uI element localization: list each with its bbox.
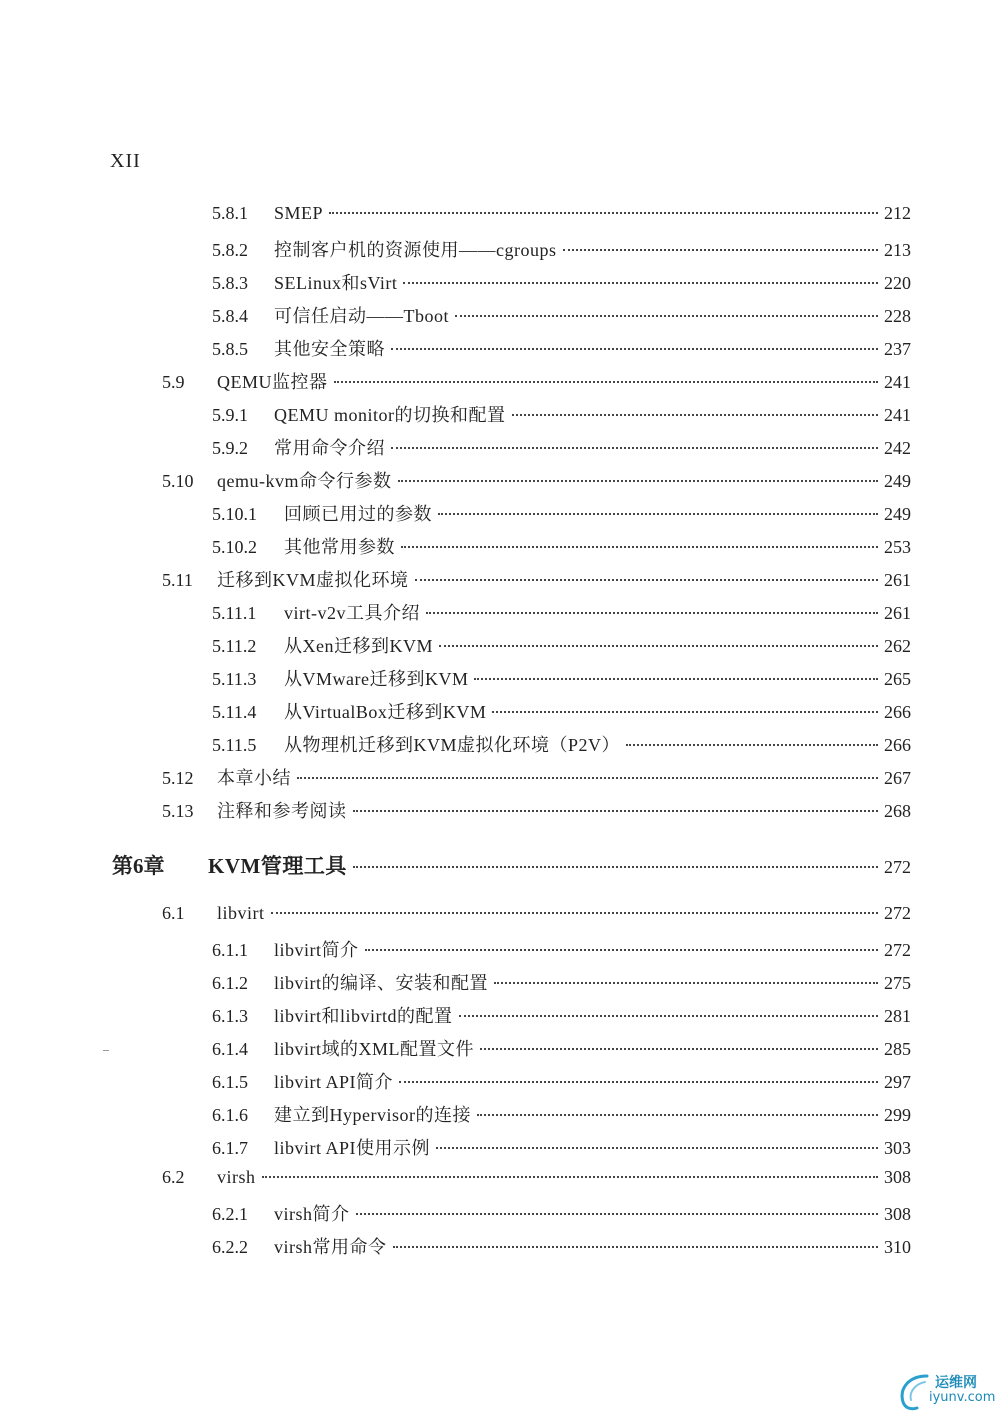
toc-entry-title: libvirt的编译、安装和配置 [274,973,488,993]
toc-entry-page: 249 [884,471,911,491]
toc-entry-5-8-5 [212,335,911,363]
toc-entry-page: 297 [884,1072,911,1092]
toc-entry-number: 5.11.1 [212,603,257,623]
toc-entry-page: 310 [884,1237,911,1257]
toc-entry-title: virsh常用命令 [274,1237,387,1257]
toc-entry-title: libvirt API简介 [274,1072,394,1092]
dot-leader [563,249,879,251]
dot-leader [494,982,878,984]
toc-entry-title: qemu-kvm命令行参数 [217,471,392,491]
toc-entry-title: libvirt和libvirtd的配置 [274,1006,453,1026]
dot-leader [474,678,878,680]
toc-entry-title: 控制客户机的资源使用——cgroups [274,240,557,260]
toc-entry-number: 5.8.1 [212,203,248,223]
toc-entry-title: 从VirtualBox迁移到KVM [284,702,487,722]
toc-entry-6-1-2 [212,969,911,997]
toc-entry-5-12 [162,764,911,792]
toc-entry-number: 6.1.5 [212,1072,248,1092]
dot-leader [401,546,878,548]
dot-leader [415,579,878,581]
toc-entry-title: SELinux和sVirt [274,273,398,293]
dot-leader [271,912,879,914]
toc-entry-number: 6.2.2 [212,1237,248,1257]
toc-entry-5-10 [162,467,911,495]
toc-entry-5-11 [162,566,911,594]
toc-entry-page: 241 [884,372,911,392]
toc-entry-5-8-2 [212,236,911,264]
toc-entry-title: 本章小结 [217,768,291,788]
dot-leader [353,866,878,868]
toc-entry-5-10-1 [212,500,911,528]
toc-entry-page: 272 [884,940,911,960]
toc-entry-title: 可信任启动——Tboot [274,306,449,326]
toc-entry-number: 5.10 [162,471,194,491]
toc-entry-page: 242 [884,438,911,458]
toc-entry-6-1-5 [212,1068,911,1096]
toc-entry-6-1-6 [212,1101,911,1129]
toc-entry-page: 267 [884,768,911,788]
dot-leader [398,480,879,482]
toc-entry-6-1-3 [212,1002,911,1030]
toc-entry-page: 213 [884,240,911,260]
toc-entry-page: 228 [884,306,911,326]
toc-entry-5-9-1 [212,401,911,429]
watermark [895,1370,995,1412]
toc-entry-5-11-3 [212,665,911,693]
toc-entry-page: 262 [884,636,911,656]
toc-entry-number: 5.11.5 [212,735,257,755]
toc-entry-6-1-7 [212,1134,911,1162]
toc-entry-5-11-2 [212,632,911,660]
dot-leader [459,1015,879,1017]
toc-entry-page: 266 [884,702,911,722]
toc-entry-page: 308 [884,1204,911,1224]
toc-entry-6-2-1 [212,1200,911,1228]
toc-entry-number: 5.13 [162,801,194,821]
watermark-cn-text: 运维网 [935,1375,977,1391]
scan-mark [103,1050,109,1051]
toc-entry-6-1-4 [212,1035,911,1063]
dot-leader [391,447,878,449]
toc-entry-page: 212 [884,203,911,223]
toc-entry-number: 6.1.6 [212,1105,248,1125]
toc-entry-5-11-4 [212,698,911,726]
toc-entry-page: 268 [884,801,911,821]
toc-entry-number: 5.8.4 [212,306,248,326]
toc-entry-number: 6.1.1 [212,940,248,960]
toc-entry-number: 6.1.7 [212,1138,248,1158]
toc-entry-number: 5.11.3 [212,669,257,689]
toc-entry-page: 285 [884,1039,911,1059]
dot-leader [403,282,878,284]
toc-entry-page: 272 [884,857,911,877]
toc-entry-title: 迁移到KVM虚拟化环境 [217,570,409,590]
toc-entry-number: 6.1.2 [212,973,248,993]
toc-entry-5-9 [162,368,911,396]
toc-entry-title: virsh [217,1167,256,1187]
toc-entry-page: 241 [884,405,911,425]
toc-entry-number: 5.9.2 [212,438,248,458]
dot-leader [297,777,878,779]
dot-leader [329,212,878,214]
watermark-en-text: iyunv.com [929,1390,996,1405]
toc-entry-title: 回顾已用过的参数 [284,504,432,524]
dot-leader [438,513,878,515]
toc-entry-title: virt-v2v工具介绍 [284,603,420,623]
chapter-title: KVM管理工具 [208,854,347,878]
toc-entry-title: 其他安全策略 [274,339,385,359]
dot-leader [436,1147,878,1149]
toc-entry-title: 常用命令介绍 [274,438,385,458]
toc-entry-number: 5.11.2 [212,636,257,656]
toc-entry-page: 261 [884,603,911,623]
toc-entry-number: 6.2.1 [212,1204,248,1224]
toc-entry-title: 从VMware迁移到KVM [284,669,469,689]
toc-entry-5-9-2 [212,434,911,462]
dot-leader [356,1213,879,1215]
toc-entry-page: 261 [884,570,911,590]
toc-entry-6-2-2 [212,1233,911,1261]
toc-entry-title: libvirt [217,903,265,923]
toc-entry-page: 275 [884,973,911,993]
toc-entry-page: 281 [884,1006,911,1026]
dot-leader [439,645,878,647]
toc-entry-number: 5.10.2 [212,537,257,557]
dot-leader [455,315,878,317]
dot-leader [512,414,879,416]
toc-entry-page: 272 [884,903,911,923]
page-number: XII [110,150,141,172]
dot-leader [480,1048,878,1050]
dot-leader [492,711,878,713]
toc-entry-number: 5.8.2 [212,240,248,260]
toc-entry-5-8-1 [212,203,911,231]
toc-entry-number: 6.1.3 [212,1006,248,1026]
toc-entry-title: libvirt简介 [274,940,359,960]
toc-entry-number: 5.9 [162,372,185,392]
toc-entry-number: 6.1.4 [212,1039,248,1059]
toc-entry-5-11-5 [212,731,911,759]
toc-entry-title: QEMU监控器 [217,372,328,392]
toc-entry-title: 建立到Hypervisor的连接 [274,1105,471,1125]
toc-entry-title: QEMU monitor的切换和配置 [274,405,506,425]
dot-leader [391,348,878,350]
toc-entry-page: 220 [884,273,911,293]
toc-entry-page: 237 [884,339,911,359]
dot-leader [477,1114,878,1116]
toc-entry-5-10-2 [212,533,911,561]
chapter-number: 第6章 [112,854,165,878]
toc-entry-number: 5.11.4 [212,702,257,722]
toc-entry-page: 303 [884,1138,911,1158]
toc-entry-number: 5.8.3 [212,273,248,293]
toc-entry-number: 5.11 [162,570,193,590]
toc-entry-6-2 [162,1167,911,1195]
toc-entry-number: 5.10.1 [212,504,257,524]
toc-entry-page: 266 [884,735,911,755]
toc-entry-number: 5.9.1 [212,405,248,425]
dot-leader [334,381,879,383]
dot-leader [262,1176,879,1178]
toc-entry-5-8-4 [212,302,911,330]
toc-entry-number: 5.8.5 [212,339,248,359]
toc-entry-title: SMEP [274,203,324,223]
toc-entry-number: 5.12 [162,768,194,788]
toc-entry-page: 249 [884,504,911,524]
dot-leader [353,810,879,812]
toc-entry-title: 注释和参考阅读 [217,801,347,821]
dot-leader [365,949,879,951]
toc-entry-page: 308 [884,1167,911,1187]
dot-leader [399,1081,878,1083]
dot-leader [626,744,878,746]
toc-entry-title: 从物理机迁移到KVM虚拟化环境（P2V） [284,735,621,755]
toc-entry-title: 其他常用参数 [284,537,395,557]
toc-entry-page: 299 [884,1105,911,1125]
toc-entry-page: 253 [884,537,911,557]
toc-entry-title: libvirt API使用示例 [274,1138,431,1158]
toc-chapter-6 [112,850,911,878]
toc-entry-page: 265 [884,669,911,689]
toc-entry-title: 从Xen迁移到KVM [284,636,433,656]
dot-leader [426,612,878,614]
toc-entry-title: libvirt域的XML配置文件 [274,1039,474,1059]
toc-entry-5-8-3 [212,269,911,297]
toc-entry-6-1 [162,903,911,931]
toc-entry-6-1-1 [212,936,911,964]
toc-entry-number: 6.2 [162,1167,185,1187]
toc-entry-5-11-1 [212,599,911,627]
toc-entry-5-13 [162,797,911,825]
dot-leader [393,1246,879,1248]
toc-entry-title: virsh简介 [274,1204,350,1224]
toc-entry-number: 6.1 [162,903,185,923]
